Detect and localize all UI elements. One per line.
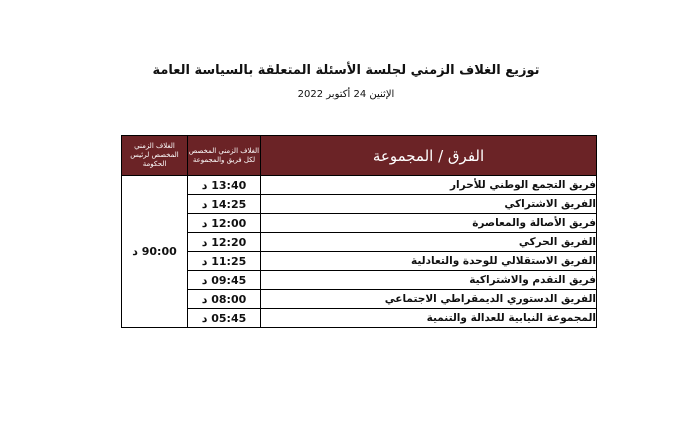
group-name-cell: الفريق الدستوري الديمقراطي الاجتماعي xyxy=(261,290,597,309)
table-row xyxy=(122,309,597,328)
group-name-cell: المجموعة النيابية للعدالة والتنمية xyxy=(261,309,597,328)
header-group-time: الغلاف الزمني المخصص لكل فريق والمجموعة xyxy=(188,136,261,176)
group-time-cell: 14:25 د xyxy=(188,195,261,214)
group-name-cell: الفريق الحركي xyxy=(261,233,597,252)
table-row xyxy=(122,214,597,233)
document-title: توزيع الغلاف الزمني لجلسة الأسئلة المتعلقة بالسياسة العامة xyxy=(152,63,540,78)
document-date: الإثنين 24 أكتوبر 2022 xyxy=(297,89,395,100)
table-row xyxy=(122,195,597,214)
table-row xyxy=(122,176,597,195)
group-name-cell: الفريق الاستقلالي للوحدة والتعادلية xyxy=(261,252,597,271)
table-row xyxy=(122,271,597,290)
group-time-cell: 08:00 د xyxy=(188,290,261,309)
header-government-time: الغلاف الزمني المخصص لرئيس الحكومة xyxy=(122,136,188,176)
header-groups: الفرق / المجموعة xyxy=(261,136,597,176)
group-name-cell: فريق التجمع الوطني للأحرار xyxy=(261,176,597,195)
table-row xyxy=(122,252,597,271)
group-name-cell: فريق الأصالة والمعاصرة xyxy=(261,214,597,233)
group-name-cell: الفريق الاشتراكي xyxy=(261,195,597,214)
group-time-cell: 09:45 د xyxy=(188,271,261,290)
group-time-cell: 11:25 د xyxy=(188,252,261,271)
government-time-cell: 90:00 د xyxy=(122,176,188,328)
group-time-cell: 12:20 د xyxy=(188,233,261,252)
group-name-cell: فريق التقدم والاشتراكية xyxy=(261,271,597,290)
group-time-cell: 13:40 د xyxy=(188,176,261,195)
group-time-cell: 05:45 د xyxy=(188,309,261,328)
group-time-cell: 12:00 د xyxy=(188,214,261,233)
table-row xyxy=(122,233,597,252)
table-row xyxy=(122,290,597,309)
time-allocation-table xyxy=(121,135,597,328)
table-header-row xyxy=(122,136,597,176)
